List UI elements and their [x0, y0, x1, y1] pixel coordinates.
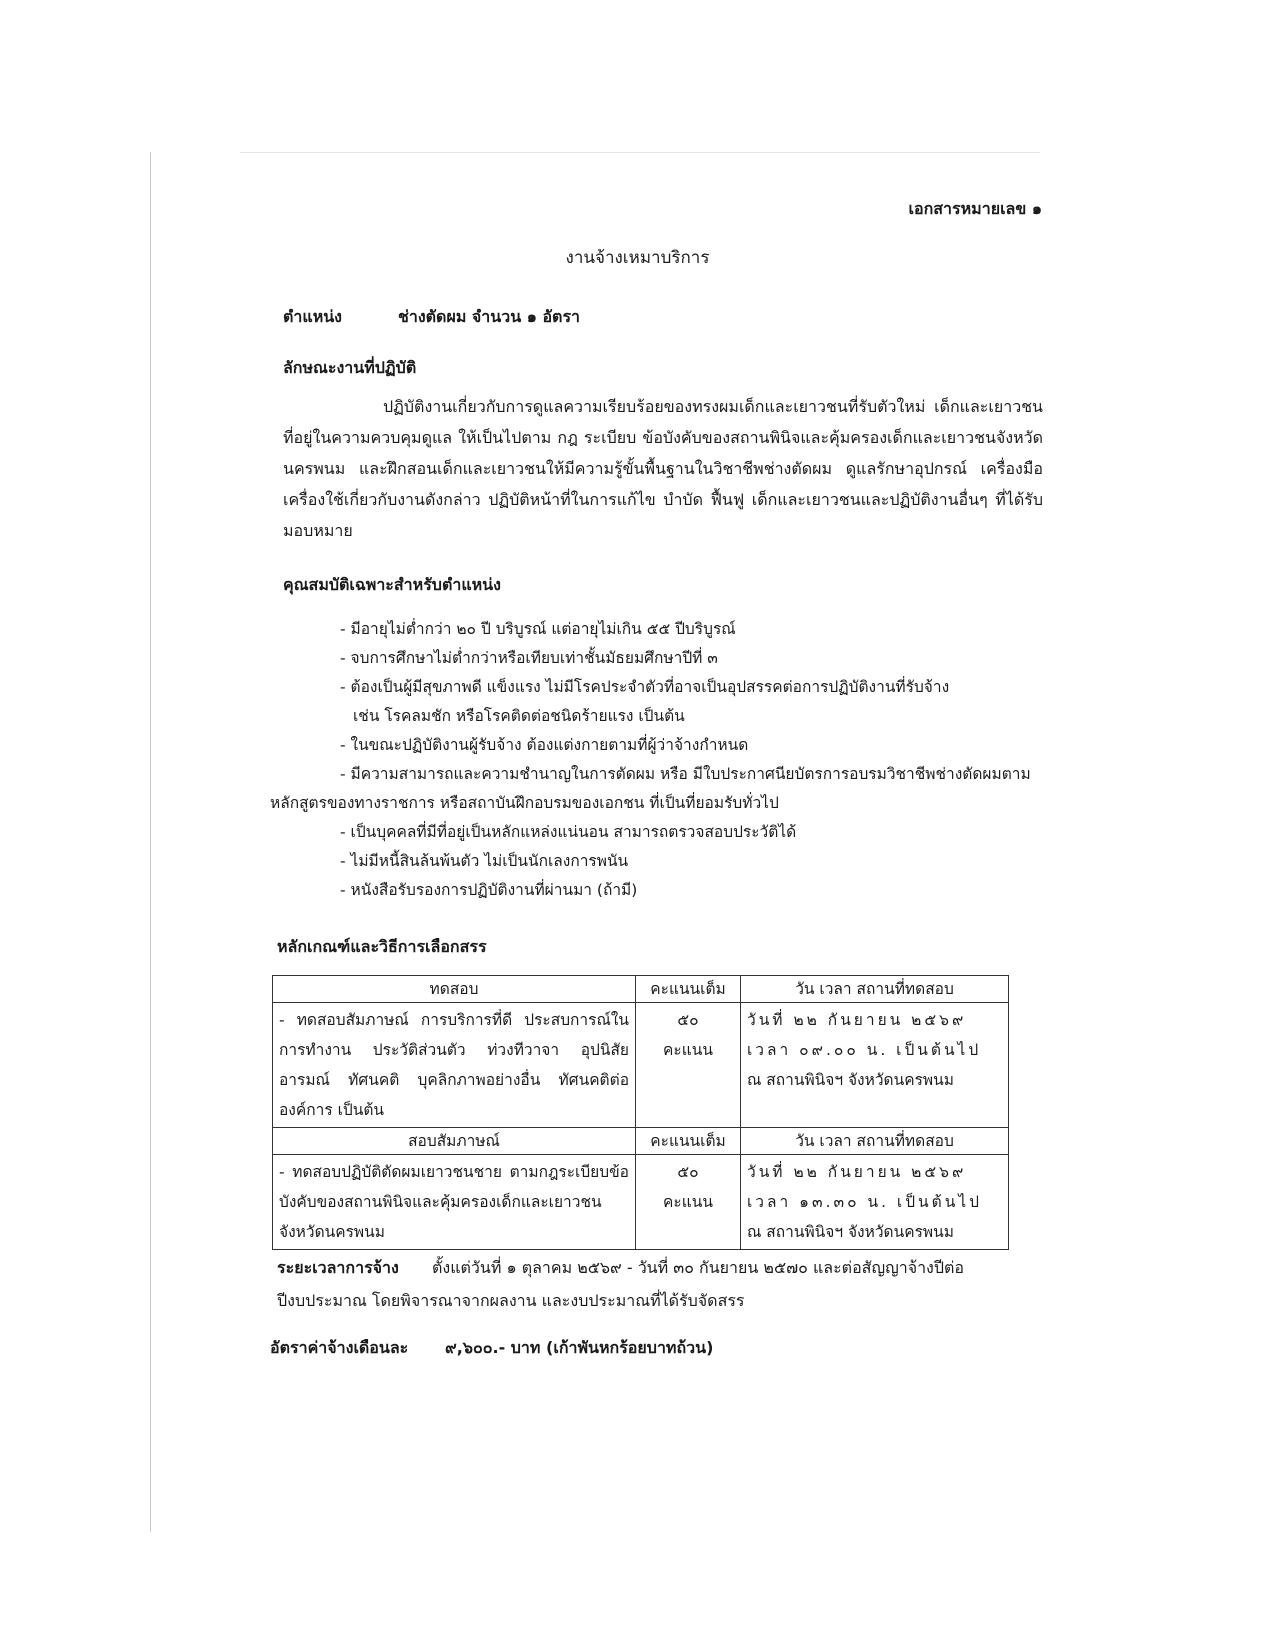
qualification-item: - มีอายุไม่ต่ำกว่า ๒๐ ปี บริบูรณ์ แต่อายุไม่เกิน ๕๕ ปีบริบูรณ์	[340, 620, 736, 638]
qualification-item: - เป็นบุคคลที่มีที่อยู่เป็นหลักแหล่งแน่นอน สามารถตรวจสอบประวัติได้	[340, 823, 797, 841]
qualification-item: เช่น โรคลมชัก หรือโรคติดต่อชนิดร้ายแรง เป็นต้น	[353, 707, 685, 725]
table-header-cell: คะแนนเต็ม	[636, 976, 741, 1003]
score-unit: คะแนน	[663, 1193, 713, 1211]
table-header-cell: วัน เวลา สถานที่ทดสอบ	[741, 1128, 1009, 1155]
selection-heading: หลักเกณฑ์และวิธีการเลือกสรร	[277, 937, 487, 956]
job-description-heading: ลักษณะงานที่ปฏิบัติ	[283, 358, 417, 377]
test-description: - ทดสอบสัมภาษณ์ การบริการที่ดี ประสบการณ์ในการทำงาน ประวัติส่วนตัว ท่วงทีวาจา อุปนิสัย อารมณ์ ทัศนคติ บุคลิกภาพอย่างอื่น ทัศนคติต่อองค์การ เป็นต้น	[273, 1003, 636, 1128]
scan-edge-line	[150, 152, 151, 1532]
qualification-item: หลักสูตรของทางราชการ หรือสถาบันฝึกอบรมของเอกชน ที่เป็นที่ยอมรับทั่วไป	[270, 794, 779, 812]
schedule-time: เวลา ๐๙.๐๐ น. เป็นต้นไป	[747, 1041, 982, 1059]
qualifications-heading: คุณสมบัติเฉพาะสำหรับตำแหน่ง	[283, 575, 501, 594]
schedule-place: ณ สถานพินิจฯ จังหวัดนครพนม	[747, 1223, 954, 1241]
score-unit: คะแนน	[663, 1041, 713, 1059]
position-value: ช่างตัดผม จำนวน ๑ อัตรา	[398, 307, 581, 326]
document-number: เอกสารหมายเลข ๑	[908, 199, 1042, 218]
contract-period-line2: ปีงบประมาณ โดยพิจารณาจากผลงาน และงบประมาณที่ได้รับจัดสรร	[277, 1291, 745, 1310]
qualification-item: - ในขณะปฏิบัติงานผู้รับจ้าง ต้องแต่งกายตามที่ผู้ว่าจ้างกำหนด	[340, 736, 749, 754]
table-row	[273, 1155, 1009, 1250]
selection-table	[272, 975, 1009, 1250]
table-header-cell: ทดสอบ	[273, 976, 636, 1003]
table-header-cell: วัน เวลา สถานที่ทดสอบ	[741, 976, 1009, 1003]
qualification-item: - ไม่มีหนี้สินล้นพ้นตัว ไม่เป็นนักเลงการพนัน	[340, 852, 629, 870]
test-description: - ทดสอบปฏิบัติตัดผมเยาวชนชาย ตามกฎระเบียบข้อบังคับของสถานพินิจและคุ้มครองเด็กและเยาวชนจังหวัดนครพนม	[273, 1155, 636, 1250]
schedule-time: เวลา ๑๓.๓๐ น. เป็นต้นไป	[747, 1193, 982, 1211]
table-row	[273, 1003, 1009, 1128]
qualification-item: - มีความสามารถและความชำนาญในการตัดผม หรือ มีใบประกาศนียบัตรการอบรมวิชาชีพช่างตัดผมตาม	[340, 765, 1031, 783]
salary-label: อัตราค่าจ้างเดือนละ	[270, 1338, 409, 1357]
document-title: งานจ้างเหมาบริการ	[565, 248, 710, 268]
contract-period-line1: ตั้งแต่วันที่ ๑ ตุลาคม ๒๕๖๙ - วันที่ ๓๐ กันยายน ๒๕๗๐ และต่อสัญญาจ้างปีต่อ	[432, 1258, 965, 1277]
job-description-text: ปฏิบัติงานเกี่ยวกับการดูแลความเรียบร้อยของทรงผมเด็กและเยาวชนที่รับตัวใหม่ เด็กและเยาวชนที่อยู่ในความควบคุมดูแล ให้เป็นไปตาม กฎ ระเบียบ ข้อบังคับของสถานพินิจและคุ้มครองเด็กและเยาวชนจังหวัดนครพนม และฝึกสอนเด็กและเยาวชนให้มีความรู้ขั้นพื้นฐานในวิชาชีพช่างตัดผม ดูแลรักษาอุปกรณ์ เครื่องมือเครื่องใช้เกี่ยวกับงานดังกล่าว ปฏิบัติหน้าที่ในการแก้ไข บำบัด ฟื้นฟู เด็กและเยาวชนและปฏิบัติงานอื่นๆ ที่ได้รับมอบหมาย	[283, 397, 1043, 540]
position-label: ตำแหน่ง	[283, 307, 342, 326]
qualification-item: - จบการศึกษาไม่ต่ำกว่าหรือเทียบเท่าชั้นมัธยมศึกษาปีที่ ๓	[340, 649, 718, 667]
table-header-cell: คะแนนเต็ม	[636, 1128, 741, 1155]
score-value: ๕๐	[677, 1163, 699, 1181]
schedule-date: วันที่ ๒๒ กันยายน ๒๕๖๙	[747, 1163, 967, 1181]
schedule-cell	[741, 1155, 1009, 1250]
table-header-cell: สอบสัมภาษณ์	[273, 1128, 636, 1155]
scan-top-edge-line	[240, 152, 1040, 153]
qualification-item: - หนังสือรับรองการปฏิบัติงานที่ผ่านมา (ถ้ามี)	[340, 881, 638, 899]
job-description-paragraph	[283, 391, 1043, 546]
score-value: ๕๐	[677, 1011, 699, 1029]
table-header-row	[273, 1128, 1009, 1155]
schedule-place: ณ สถานพินิจฯ จังหวัดนครพนม	[747, 1071, 954, 1089]
salary-value: ๙,๖๐๐.- บาท (เก้าพันหกร้อยบาทถ้วน)	[445, 1338, 714, 1357]
schedule-date: วันที่ ๒๒ กันยายน ๒๕๖๙	[747, 1011, 967, 1029]
table-header-row	[273, 976, 1009, 1003]
schedule-cell	[741, 1003, 1009, 1128]
qualification-item: - ต้องเป็นผู้มีสุขภาพดี แข็งแรง ไม่มีโรคประจำตัวที่อาจเป็นอุปสรรคต่อการปฏิบัติงานที่รับจ้าง	[340, 678, 950, 696]
contract-period-label: ระยะเวลาการจ้าง	[277, 1258, 399, 1277]
score-cell	[636, 1155, 741, 1250]
score-cell	[636, 1003, 741, 1128]
